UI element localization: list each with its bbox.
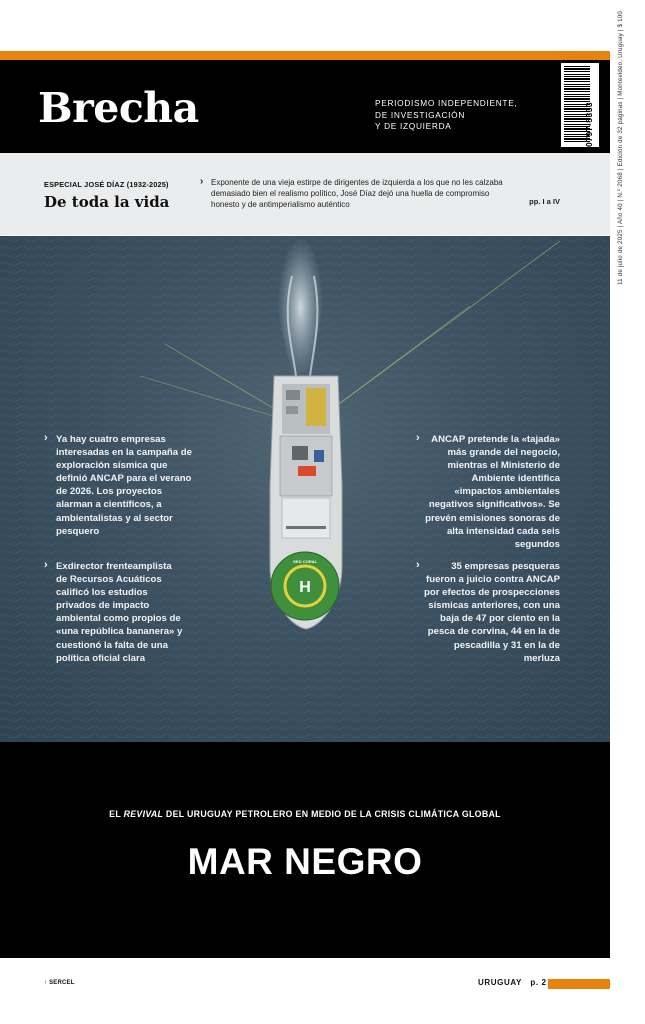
cover-bullet-3[interactable]: › ANCAP pretende la «tajada» más grande del negocio, mientras el Ministerio de Ambiente identifica «impactos ambientales negativos significativos». Se prevén emisiones sonoras de alta intensidad cada seis segundos <box>422 433 560 551</box>
ship-bridge-windows <box>286 526 326 529</box>
ship-red-equipment <box>298 466 316 476</box>
helideck-h: H <box>299 579 311 596</box>
deck-italic: REVIVAL <box>123 809 164 819</box>
ship-bridge <box>282 498 330 538</box>
ship-name: GEO CORAL <box>292 559 318 564</box>
cover-photo <box>0 236 610 742</box>
ship-yellow-equipment <box>306 388 326 426</box>
footer-accent-bar <box>548 979 610 989</box>
section-name: URUGUAY <box>478 978 522 987</box>
ship-deck-block-2 <box>286 406 298 414</box>
cover-bullet-1[interactable]: › Ya hay cuatro empresas interesadas en la campaña de exploración sísmica que definió ANCAP para el verano de 2026. Los proyectos alarman a científicos, a ambientalistas y al sector pesquero <box>44 433 194 538</box>
special-pages: pp. I a IV <box>529 197 560 206</box>
masthead-tagline <box>375 98 517 133</box>
cover-headline-area <box>0 742 610 958</box>
cover-bullet-2[interactable]: › Exdirector frenteamplista de Recursos Acuáticos calificó los estudios privados de impacto ambiental como propios de «una república bananera» y cuestionó la falta de una política oficial clara <box>44 560 184 665</box>
brecha-logo[interactable]: Brecha <box>38 84 199 132</box>
special-description: › Exponente de una vieja estirpe de dirigentes de izquierda a los que no les calzaba demasiado bien el realismo político, José Díaz dejó una huella de compromiso honesto y de antimperialismo auténtico <box>200 177 520 210</box>
tagline-line-2: DE INVESTIGACIÓN <box>375 109 466 120</box>
barcode-number: 0797-5333 <box>584 101 594 147</box>
masthead <box>0 60 610 153</box>
tagline-line-1: PERIODISMO INDEPENDIENTE, <box>375 98 518 108</box>
cover-headline[interactable]: MAR NEGRO <box>187 841 423 882</box>
section-page-label <box>478 978 547 987</box>
ship-funnel <box>292 446 308 460</box>
edition-info: 11 de julio de 2025 | Año 40 | N.º 2068 | Edición de 32 páginas | Montevideo, Uruguay | $ 100 <box>617 10 624 285</box>
special-section-banner[interactable] <box>0 153 610 235</box>
special-title[interactable]: De toda la vida <box>44 193 170 211</box>
top-accent-bar <box>0 51 610 60</box>
deck-prefix: EL <box>109 809 124 819</box>
photo-credit: ↑ SERCEL <box>44 980 75 986</box>
page-number: p. 2 <box>530 978 547 987</box>
cover-bullet-4[interactable]: › 35 empresas pesqueras fueron a juicio contra ANCAP por efectos de prospecciones sísmicas anteriores, con una baja de 47 por ciento en la pesca de corvina, 44 en la de pescadilla y 31 en la de merluza <box>422 560 560 665</box>
special-kicker: ESPECIAL JOSÉ DÍAZ (1932-2025) <box>44 180 169 189</box>
deck-suffix: DEL URUGUAY PETROLERO EN MEDIO DE LA CRISIS CLIMÁTICA GLOBAL <box>163 809 501 819</box>
ship-blue-tank <box>314 450 324 462</box>
barcode <box>561 63 599 147</box>
cover-deck <box>0 809 610 819</box>
tagline-line-3: Y DE IZQUIERDA <box>375 121 452 131</box>
ship-deck-block <box>286 390 300 400</box>
